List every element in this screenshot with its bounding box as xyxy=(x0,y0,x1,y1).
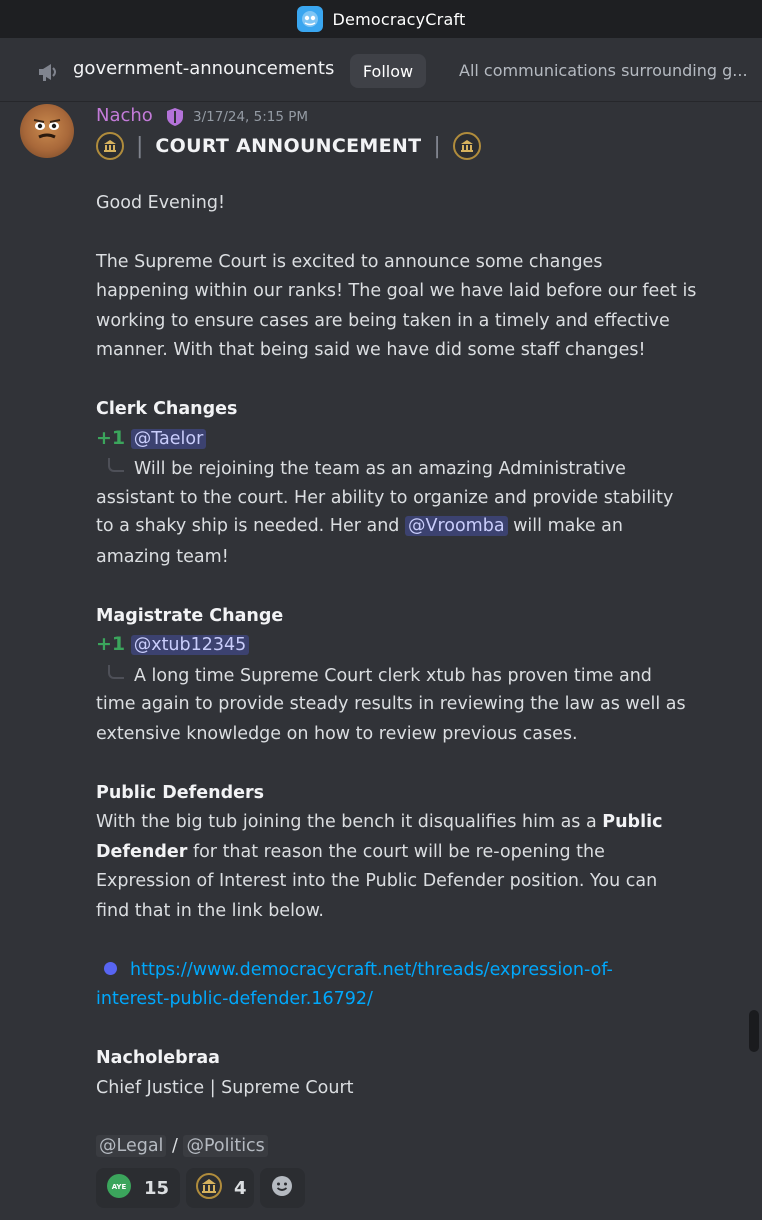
follow-button[interactable]: Follow xyxy=(350,54,426,88)
magistrate-line-text: A long time Supreme Court clerk xtub has proven time and xyxy=(134,666,652,686)
reply-branch-icon xyxy=(108,458,124,472)
intro-line: The Supreme Court is excited to announce some changes xyxy=(96,252,603,272)
role-separator: / xyxy=(171,1136,178,1156)
user-mention-xtub[interactable]: @xtub12345 xyxy=(131,635,250,655)
magistrate-line: time again to provide steady results in reviewing the law as well as xyxy=(96,694,686,714)
magistrate-mention-row xyxy=(96,633,249,655)
aye-emoji-icon xyxy=(106,1173,132,1203)
headline-separator: | xyxy=(136,133,144,159)
democracycraft-logo-icon xyxy=(297,6,323,32)
link-row xyxy=(96,960,613,980)
defenders-line-text: With the big tub joining the bench it disqualifies him as a xyxy=(96,812,603,832)
app-title: DemocracyCraft xyxy=(332,9,466,29)
author-avatar[interactable] xyxy=(20,104,74,158)
clerk-line: amazing team! xyxy=(96,547,229,567)
reaction-count: 15 xyxy=(144,1177,170,1199)
role-mention-politics[interactable]: @Politics xyxy=(183,1135,267,1157)
user-mention-vroomba[interactable]: @Vroomba xyxy=(405,516,508,536)
user-mention-taelor[interactable]: @Taelor xyxy=(131,429,207,449)
clerk-line: assistant to the court. Her ability to organize and provide stability xyxy=(96,488,674,508)
window-titlebar xyxy=(0,0,762,38)
message-timestamp[interactable]: 3/17/24, 5:15 PM xyxy=(193,109,309,125)
clerk-heading: Clerk Changes xyxy=(96,399,238,419)
clerk-line xyxy=(96,516,623,536)
role-mention-legal[interactable]: @Legal xyxy=(96,1135,166,1157)
intro-line: happening within our ranks! The goal we have laid before our feet is xyxy=(96,281,697,301)
magistrate-heading: Magistrate Change xyxy=(96,606,284,626)
scrollbar-thumb[interactable] xyxy=(749,1010,759,1052)
defenders-line: Expression of Interest into the Public Defender position. You can xyxy=(96,871,658,891)
author-username[interactable]: Nacho xyxy=(96,105,153,126)
defenders-line: find that in the link below. xyxy=(96,901,324,921)
channel-header xyxy=(0,38,762,102)
clerk-line-text: will make an xyxy=(507,516,623,536)
defenders-heading: Public Defenders xyxy=(96,783,265,803)
channel-topic[interactable]: All communications surrounding g... xyxy=(459,61,748,80)
reply-branch-icon xyxy=(108,665,124,679)
add-reaction-button[interactable] xyxy=(260,1168,305,1208)
court-emoji-icon xyxy=(96,132,124,160)
defenders-bold-text: Defender xyxy=(96,842,188,862)
magistrate-line xyxy=(96,665,652,686)
court-emoji-icon xyxy=(196,1173,222,1203)
plus-one-icon: +1 xyxy=(96,427,126,449)
role-mentions-row xyxy=(96,1136,268,1156)
expression-of-interest-link[interactable]: https://www.democracycraft.net/threads/expression-of- xyxy=(130,960,613,980)
intro-line: manner. With that being said we have did some staff changes! xyxy=(96,340,646,360)
clerk-line-text: to a shaky ship is needed. Her and xyxy=(96,516,405,536)
blue-circle-icon xyxy=(104,962,117,975)
clerk-line-text: Will be rejoining the team as an amazing Administrative xyxy=(134,459,626,479)
channel-name[interactable]: government-announcements xyxy=(73,58,335,79)
reaction-court[interactable] xyxy=(186,1168,254,1208)
defenders-line xyxy=(96,812,662,832)
headline-separator: | xyxy=(433,133,441,159)
reaction-aye[interactable] xyxy=(96,1168,180,1208)
defenders-line-text: for that reason the court will be re-opening the xyxy=(187,842,605,862)
intro-line: working to ensure cases are being taken in a timely and effective xyxy=(96,311,670,331)
defenders-bold-text: Public xyxy=(602,812,663,832)
reaction-count: 4 xyxy=(234,1177,247,1199)
signature-title: Chief Justice | Supreme Court xyxy=(96,1078,354,1098)
expression-of-interest-link[interactable]: interest-public-defender.16792/ xyxy=(96,989,373,1009)
clerk-mention-row xyxy=(96,427,206,449)
clerk-line xyxy=(96,458,626,479)
greeting-text: Good Evening! xyxy=(96,193,225,213)
announcement-megaphone-icon xyxy=(36,60,62,88)
moderator-shield-icon xyxy=(164,106,186,132)
signature-name: Nacholebraa xyxy=(96,1048,220,1068)
court-emoji-icon xyxy=(453,132,481,160)
plus-one-icon: +1 xyxy=(96,633,126,655)
aye-emoji-label: AYE xyxy=(111,1183,127,1191)
magistrate-line: extensive knowledge on how to review previous cases. xyxy=(96,724,578,744)
announcement-headline xyxy=(96,130,481,162)
headline-text: COURT ANNOUNCEMENT xyxy=(155,135,422,157)
defenders-line xyxy=(96,842,605,862)
add-reaction-icon xyxy=(270,1174,294,1202)
